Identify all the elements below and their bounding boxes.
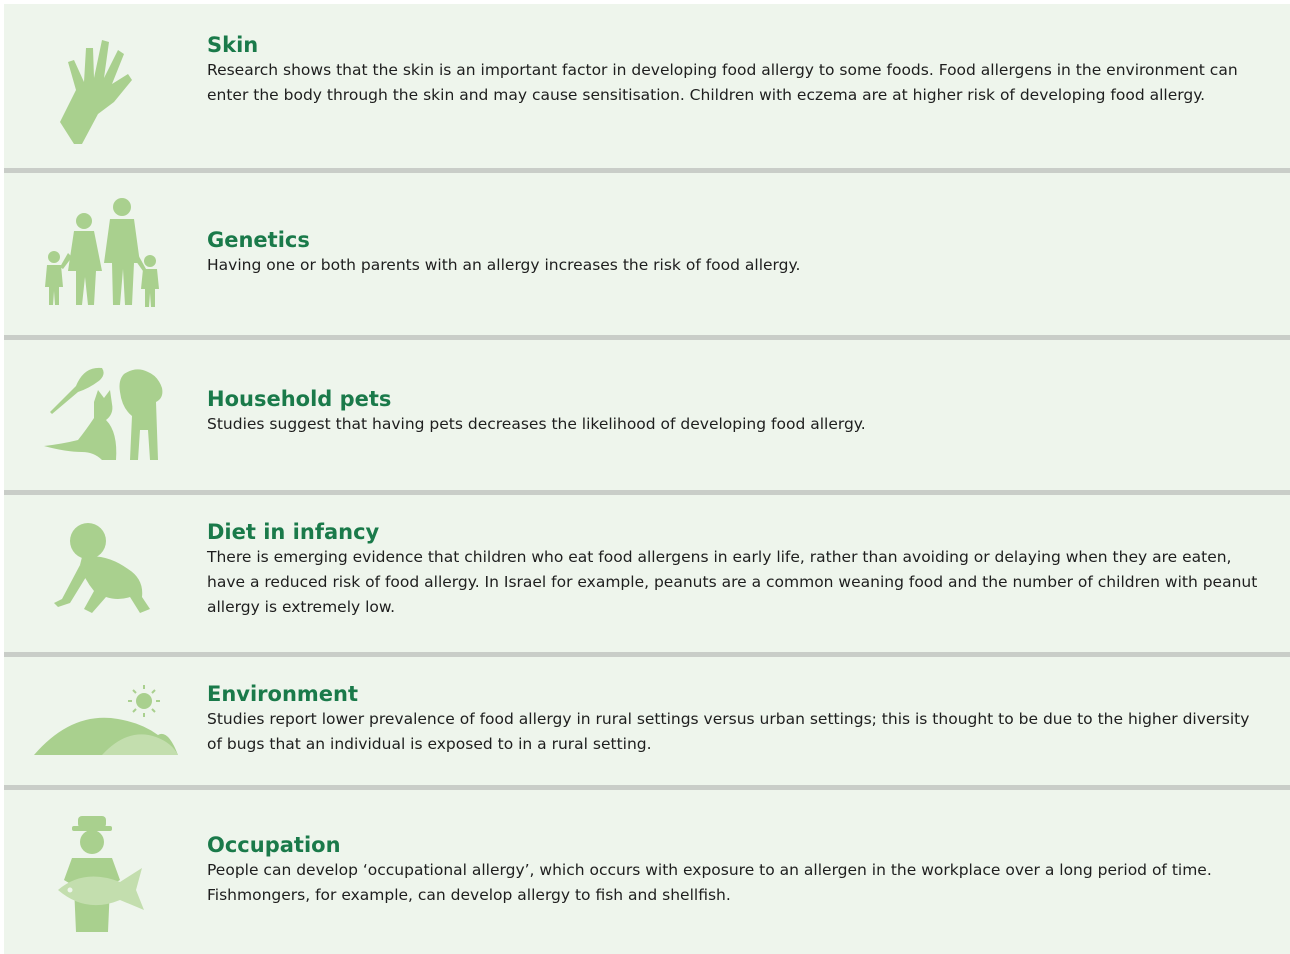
hand-icon xyxy=(32,26,182,146)
section-text-block xyxy=(207,681,1266,757)
section-title: Environment xyxy=(207,682,359,706)
fishmonger-icon xyxy=(32,810,182,940)
section-environment xyxy=(4,657,1290,785)
section-title: Skin xyxy=(207,33,259,57)
section-diet-in-infancy xyxy=(4,495,1290,652)
section-text-block xyxy=(207,32,1266,108)
section-occupation xyxy=(4,790,1290,954)
section-household-pets xyxy=(4,340,1290,490)
pets-icon xyxy=(32,360,182,470)
section-description: Research shows that the skin is an important factor in developing food allergy to some foods. Food allergens in the environment can enter the body through the skin and may cause sensitisation. Children with eczema are at higher risk of developing food allergy. xyxy=(207,61,1238,104)
hills-and-sun-icon xyxy=(32,677,182,757)
section-title: Diet in infancy xyxy=(207,520,380,544)
section-description: Having one or both parents with an allergy increases the risk of food allergy. xyxy=(207,256,801,274)
section-title: Occupation xyxy=(207,833,341,857)
section-description: There is emerging evidence that children who eat food allergens in early life, rather than avoiding or delaying when they are eaten, have a reduced risk of food allergy. In Israel for example, peanuts are a common weaning food and the number of children with peanut allergy is extremely low. xyxy=(207,548,1258,616)
section-text-block xyxy=(207,519,1266,620)
section-text-block xyxy=(207,832,1266,908)
section-title: Genetics xyxy=(207,228,310,252)
section-description: Studies report lower prevalence of food allergy in rural settings versus urban settings; this is thought to be due to the higher diversity of bugs that an individual is exposed to in a rural setting. xyxy=(207,710,1250,753)
section-text-block xyxy=(207,227,1266,278)
section-text-block xyxy=(207,386,1266,437)
section-description: Studies suggest that having pets decreases the likelihood of developing food allergy. xyxy=(207,415,866,433)
crawling-baby-icon xyxy=(32,517,182,627)
section-skin xyxy=(4,4,1290,168)
family-icon xyxy=(32,191,182,311)
section-description: People can develop ‘occupational allergy’, which occurs with exposure to an allergen in the workplace over a long period of time. Fishmongers, for example, can develop allergy to fish and shellfish. xyxy=(207,861,1212,904)
section-title: Household pets xyxy=(207,387,392,411)
section-genetics xyxy=(4,173,1290,335)
